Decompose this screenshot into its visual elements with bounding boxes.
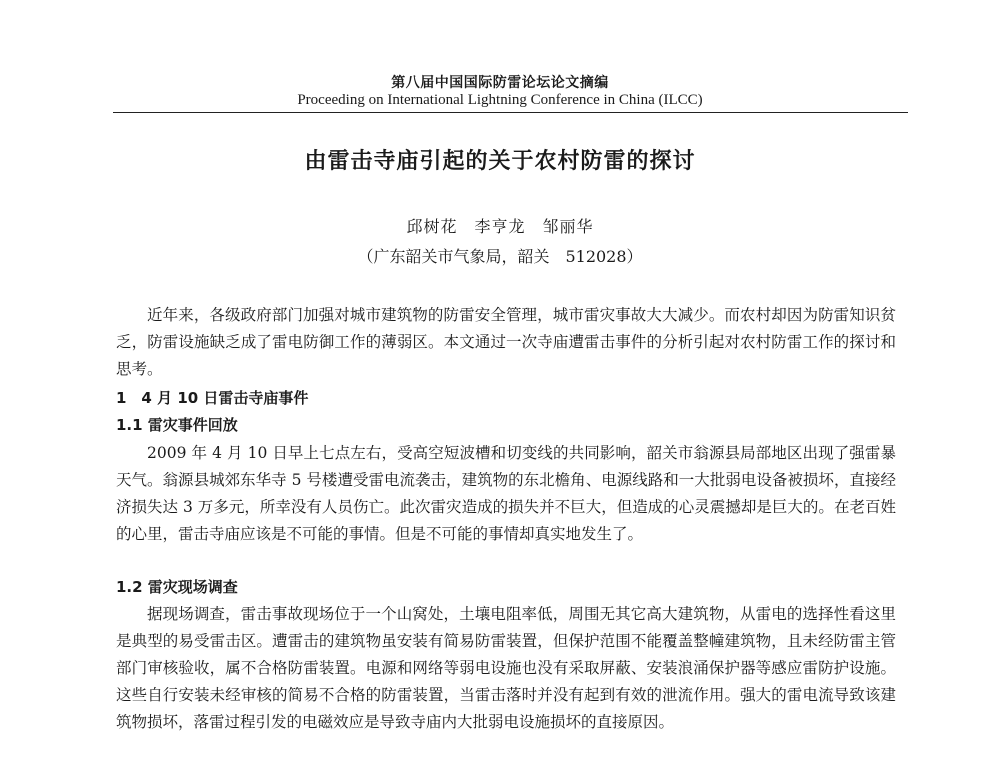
section-heading-1: 1 4 月 10 日雷击寺庙事件 xyxy=(116,389,309,407)
proceedings-title-cn: 第八届中国国际防雷论坛论文摘编 xyxy=(391,75,609,91)
abstract-paragraph: 近年来，各级政府部门加强对城市建筑物的防雷安全管理，城市雷灾事故大大减少。而农村却因为防雷知识贫乏，防雷设施缺乏成了雷电防御工作的薄弱区。本文通过一次寺庙遭雷击事件的分析引起对农村防雷工作的探讨和思考。 xyxy=(116,306,896,378)
paragraph-1-2: 据现场调查，雷击事故现场位于一个山窝处，土壤电阻率低，周围无其它高大建筑物，从雷电的选择性看这里是典型的易受雷击区。遭雷击的建筑物虽安装有简易防雷装置，但保护范围不能覆盖整幢建筑物，且未经防雷主管部门审核验收，属不合格防雷装置。电源和网络等弱电设施也没有采取屏蔽、安装浪涌保护器等感应雷防护设施。这些自行安装未经审核的简易不合格的防雷装置，当雷击落时并没有起到有效的泄流作用。强大的雷电流导致该建筑物损坏，落雷过程引发的电磁效应是导致寺庙内大批弱电设施损坏的直接原因。 xyxy=(116,605,896,731)
section-heading-1-1: 1.1 雷灾事件回放 xyxy=(116,416,238,434)
paper-authors: 邱树花 李亨龙 邹丽华 xyxy=(406,217,594,236)
proceedings-title-en: Proceeding on International Lightning Conference in China (ILCC) xyxy=(297,92,703,108)
header-divider xyxy=(113,112,908,113)
section-heading-1-2: 1.2 雷灾现场调查 xyxy=(116,578,238,596)
paper-title: 由雷击寺庙引起的关于农村防雷的探讨 xyxy=(304,149,696,174)
paragraph-1-1: 2009 年 4 月 10 日早上七点左右，受高空短波槽和切变线的共同影响，韶关市翁源县局部地区出现了强雷暴天气。翁源县城郊东华寺 5 号楼遭受雷电流袭击，建筑物的东北檐角、电源线路和一大批弱电设备被损坏，直接经济损失达 3 万多元，所幸没有人员伤亡。此次雷灾造成的损失并不巨大，但造成的心灵震撼却是巨大的。在老百姓的心里，雷击寺庙应该是不可能的事情。但是不可能的事情却真实地发生了。 xyxy=(116,444,896,543)
paper-affiliation: （广东韶关市气象局，韶关 512028） xyxy=(357,247,643,266)
